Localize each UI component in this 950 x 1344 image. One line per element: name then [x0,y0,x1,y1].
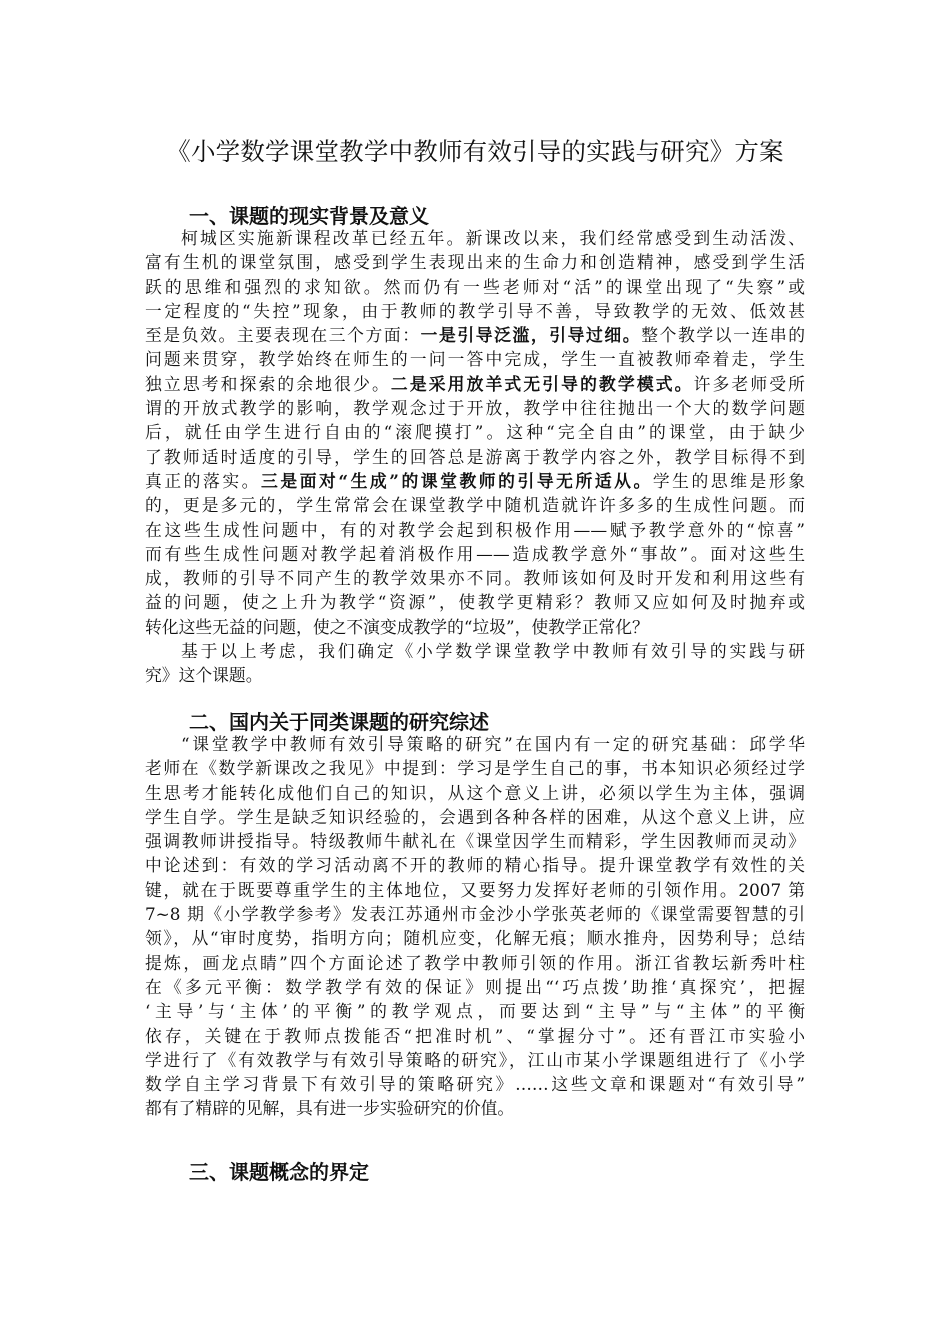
paragraph-line [145,445,805,469]
text-run: 富有生机的课堂氛围，感受到学生表现出来的生命力和创造精神，感受到学生活 [145,252,805,273]
paragraph-line [145,1048,805,1072]
text-run: 后，就任由学生进行自由的“滚爬摸打”。这种“完全自由”的课堂，由于缺少 [145,422,805,443]
text-run: 而有些生成性问题对教学起着消极作用——造成教学意外“事故”。面对这些生 [145,543,805,564]
paragraph-line [145,1096,805,1120]
paragraph-line [145,639,805,663]
text-run: 键，就在于既要尊重学生的主体地位，又要努力发挥好老师的引领作用。2007 第 [145,879,805,900]
paragraph-line [145,756,805,780]
paragraph-line [145,250,805,274]
paragraph-line [145,805,805,829]
text-run: 数学自主学习背景下有效引导的策略研究》……这些文章和课题对“有效引导” [145,1074,805,1095]
paragraph-line [145,542,805,566]
paragraph-line [145,663,805,687]
text-run: 独立思考和探索的余地很少。 [145,373,391,394]
paragraph-line [145,469,805,493]
text-run: ‘主导’与‘主体’的平衡”的教学观点，而要达到“主导”与“主体”的平衡 [145,1001,805,1022]
text-run: 老师在《数学新课改之我见》中提到：学习是学生自己的事，书本知识必须经过学 [145,758,805,779]
paragraph-line [145,518,805,542]
text-run: 强调教师讲授指导。特级教师牛献礼在《课堂因学生而精彩，学生因教师而灵动》 [145,831,805,852]
paragraph-line [145,829,805,853]
paragraph-line [145,299,805,323]
paragraph-line [145,590,805,614]
text-run: 提炼，画龙点睛”四个方面论述了教学中教师引领的作用。浙江省教坛新秀叶柱 [145,952,805,973]
section-1-body [145,226,805,688]
emphasis-text: 二是采用放羊式无引导的教学模式。 [390,373,694,394]
text-run: “课堂教学中教师有效引导策略的研究”在国内有一定的研究基础：邱学华 [181,734,805,754]
text-run: 学进行了《有效教学与有效引导策略的研究》，江山市某小学课题组进行了《小学 [145,1049,805,1070]
section-heading-1: 一、课题的现实背景及意义 [189,204,429,228]
paragraph-line [145,420,805,444]
text-run: 基于以上考虑，我们确定《小学数学课堂教学中教师有效引导的实践与研 [181,641,805,662]
text-run: 都有了精辟的见解，具有进一步实验研究的价值。 [145,1098,515,1119]
section-2-body [145,732,805,1121]
paragraph-line [145,615,805,639]
text-run: 7~8 期《小学教学参考》发表江苏通州市金沙小学张英老师的《课堂需要智慧的引 [145,904,805,925]
text-run: 依存，关键在于教师点拨能否“把准时机”、“掌握分寸”。还有晋江市实验小 [145,1025,805,1046]
text-run: 许多老师受所 [693,373,805,394]
text-run: 中论述到：有效的学习活动离不开的教师的精心指导。提升课堂教学有效性的关 [145,855,805,876]
document-title: 《小学数学课堂教学中教师有效引导的实践与研究》方案 [166,137,784,166]
text-run: 真正的落实。 [145,470,262,491]
paragraph-line [145,275,805,299]
text-run: 转化这些无益的问题，使之不演变成教学的“垃圾”，使教学正常化？ [145,616,649,637]
paragraph-line [145,781,805,805]
text-run: 问题来贯穿，教学始终在师生的一问一答中完成，学生一直被教师牵着走，学生 [145,349,805,370]
text-run: 一定程度的“失控”现象，由于教师的教学引导不善，导致教学的无效、低效甚 [145,300,805,321]
paragraph-line [145,1072,805,1096]
paragraph-line [145,926,805,950]
section-heading-2: 二、国内关于同类课题的研究综述 [189,710,489,734]
text-run: 究》这个课题。 [145,665,263,686]
paragraph-line [145,566,805,590]
text-run: 跃的思维和强烈的求知欲。然而仍有一些老师对“活”的课堂出现了“失察”或 [145,276,805,297]
paragraph-line [145,493,805,517]
paragraph-line [145,975,805,999]
paragraph-line [145,372,805,396]
text-run: 至是负效。主要表现在三个方面： [145,325,421,346]
paragraph-line [145,999,805,1023]
text-run: 的，更是多元的，学生常常会在课堂教学中随机造就许许多多的生成性问题。而 [145,495,805,516]
paragraph-line [145,347,805,371]
text-run: 在《多元平衡：数学教学有效的保证》则提出“‘巧点拨’助推‘真探究’，把握 [145,976,805,997]
paragraph-line [145,732,805,756]
paragraph-line [145,226,805,250]
text-run: 整个教学以一连串的 [641,325,805,346]
text-run: 领》，从“审时度势，指明方向；随机应变，化解无痕；顺水推舟，因势利导；总结 [145,928,805,949]
text-run: 学生的思维是形象 [652,470,805,491]
text-run: 益的问题，使之上升为教学“资源”，使教学更精彩？教师又应如何及时抛弃或 [145,592,805,613]
paragraph-line [145,902,805,926]
section-heading-3: 三、课题概念的界定 [189,1160,369,1184]
text-run: 成，教师的引导不同产生的教学效果亦不同。教师该如何及时开发和利用这些有 [145,568,805,589]
paragraph-line [145,951,805,975]
paragraph-line [145,1024,805,1048]
emphasis-text: 一是引导泛滥，引导过细。 [420,325,642,346]
text-run: 谓的开放式教学的影响，教学观念过于开放，教学中往往抛出一个大的数学问题 [145,398,805,419]
paragraph-line [145,853,805,877]
text-run: 生思考才能转化成他们自己的知识，从这个意义上讲，必须以学生为主体，强调 [145,782,805,803]
paragraph-line [145,396,805,420]
text-run: 学生自学。学生是缺乏知识经验的，会遇到各种各样的困难，从这个意义上讲，应 [145,806,805,827]
paragraph-line [145,878,805,902]
text-run: 了教师适时适度的引导，学生的回答总是游离于教学内容之外，教学目标得不到 [145,446,805,467]
text-run: 在这些生成性问题中，有的对教学会起到积极作用——赋予教学意外的“惊喜” [145,519,805,540]
text-run: 柯城区实施新课程改革已经五年。新课改以来，我们经常感受到生动活泼、 [181,228,805,248]
paragraph-line [145,323,805,347]
emphasis-text: 三是面对“生成”的课堂教师的引导无所适从。 [261,470,653,491]
